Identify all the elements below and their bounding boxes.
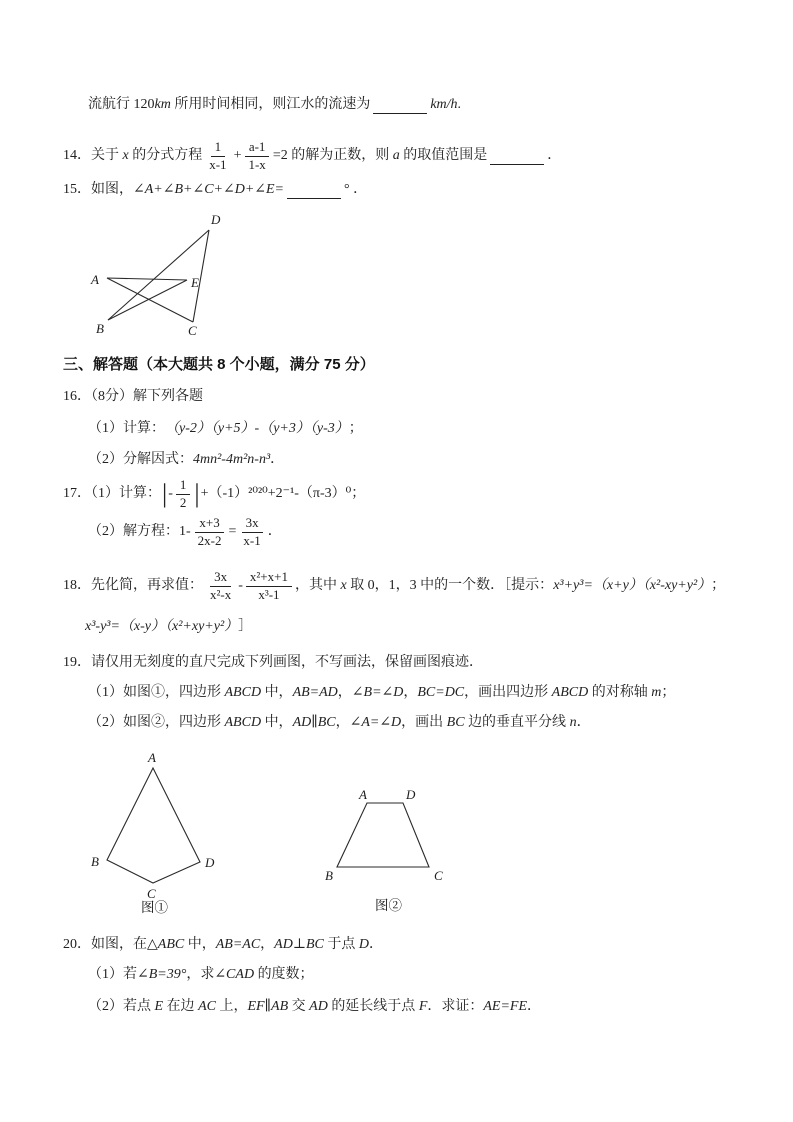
- math-variable: F: [418, 999, 428, 1014]
- vertex-label-d: D: [205, 855, 215, 870]
- vertex-label-a: A: [148, 750, 156, 765]
- fraction-numerator: a-1: [245, 139, 270, 156]
- math-variable: n: [569, 715, 577, 730]
- text-segment: .: [457, 97, 462, 112]
- text-segment: ．: [270, 452, 285, 467]
- text-segment: ］: [238, 619, 253, 634]
- vertex-label-d: D: [211, 212, 221, 227]
- text-segment: ，求: [186, 967, 215, 982]
- text-segment: （2）如图②，四边形: [88, 715, 225, 730]
- text-segment: =: [228, 523, 237, 539]
- math-expression: AD∥BC: [292, 715, 336, 730]
- fraction-denominator: 1-x: [248, 156, 266, 172]
- fraction: [246, 569, 292, 603]
- text-segment: ，: [335, 715, 350, 730]
- question-19-part-2: [88, 714, 591, 732]
- question-16-part-1: [88, 420, 363, 438]
- math-variable: x: [340, 577, 347, 593]
- fraction-numerator: x+3: [195, 515, 223, 532]
- question-18-line-2: [85, 618, 252, 636]
- question-18-line-1: [63, 561, 725, 611]
- text-segment: ；: [661, 685, 676, 700]
- text-segment: 17．（1）计算：: [63, 485, 161, 501]
- text-segment: 的度数；: [254, 967, 314, 982]
- section-title-text: 三、解答题（本大题共 8 个小题，满分 75 分）: [63, 356, 375, 373]
- text-segment: -: [238, 577, 243, 593]
- text-segment: =2 的解为正数，则: [272, 147, 393, 163]
- text-segment: 18．先化简，再求值：: [63, 577, 203, 593]
- vertex-label-c: C: [434, 868, 443, 883]
- text-segment: 所用时间相同，则江水的流速为: [170, 97, 371, 112]
- math-expression: x³+y³=（x+y）（x²-xy+y²）: [553, 577, 712, 593]
- fraction-numerator: 3x: [242, 515, 263, 532]
- math-expression: ABCD: [551, 685, 589, 700]
- fraction: [205, 139, 230, 173]
- fraction: [194, 515, 226, 549]
- math-expression: △ABC: [147, 937, 185, 952]
- math-expression: ∠B=∠D: [351, 685, 404, 700]
- text-segment: ；: [711, 577, 726, 593]
- math-variable: km: [154, 97, 171, 112]
- fraction: [239, 515, 264, 549]
- fraction: [244, 139, 269, 173]
- figure-1-caption: 图①: [141, 900, 168, 915]
- answer-blank: [287, 181, 341, 199]
- text-segment: ．: [369, 937, 384, 952]
- math-expression: BC: [446, 715, 465, 730]
- vertex-label-c: C: [147, 886, 156, 901]
- math-expression: ∠CAD: [214, 967, 255, 982]
- fraction-denominator: 2x-2: [197, 532, 222, 548]
- line-AC: [107, 278, 193, 322]
- math-expression: ∠A+∠B+∠C+∠D+∠E=: [133, 182, 284, 197]
- text-segment: 在边: [163, 999, 199, 1014]
- math-expression: AB=AC: [215, 937, 261, 952]
- line-AE: [107, 278, 187, 280]
- math-expression: AD⊥BC: [274, 937, 324, 952]
- text-segment: （1）计算：: [88, 421, 165, 436]
- math-variable: km/h: [430, 97, 458, 112]
- question-19-part-1: [88, 684, 675, 702]
- math-expression: x³-y³=（x-y）（x²+xy+y²）: [85, 619, 239, 634]
- text-segment: 交: [288, 999, 310, 1014]
- text-segment: 的对称轴: [588, 685, 652, 700]
- text-segment: 的延长线于点: [327, 999, 419, 1014]
- section-3-title: [63, 355, 375, 375]
- text-segment: +（-1）²⁰²⁰+2⁻¹-（π-3）⁰；: [200, 485, 366, 501]
- text-segment: （2）解方程：1-: [88, 523, 191, 539]
- text-segment: ，画出四边形: [464, 685, 552, 700]
- text-segment: 中，: [261, 715, 293, 730]
- vertex-label-a: A: [91, 272, 99, 287]
- math-expression: ABCD: [224, 685, 262, 700]
- figure-2-caption: 图②: [375, 898, 402, 913]
- text-segment: 于点: [323, 937, 359, 952]
- math-expression: （y-2）（y+5）-（y+3）（y-3）: [165, 421, 349, 436]
- text-segment: （2）分解因式：: [88, 452, 193, 467]
- fraction-denominator: x²-x: [210, 586, 232, 602]
- text-segment: ．: [267, 523, 282, 539]
- fraction-denominator: 2: [179, 494, 187, 510]
- fraction: [206, 569, 235, 603]
- figure-q19-2-trapezoid: [315, 778, 455, 918]
- text-segment: ．: [576, 715, 591, 730]
- text-segment: ；: [348, 421, 363, 436]
- text-segment: 中，: [184, 937, 216, 952]
- fraction-denominator: x-1: [243, 532, 261, 548]
- fraction: [176, 477, 191, 511]
- question-16-part-2: [88, 451, 284, 469]
- math-expression: 4mn²-4m²n-n³: [193, 452, 271, 467]
- text-segment: ° ．: [344, 182, 368, 197]
- vertex-label-b: B: [325, 868, 333, 883]
- text-segment: ．: [547, 147, 562, 163]
- vertex-label-a: A: [359, 787, 367, 802]
- text-segment: 19．请仅用无刻度的直尺完成下列画图，不写画法，保留画图痕迹．: [63, 655, 483, 670]
- text-segment: 16．（8分）解下列各题: [63, 389, 203, 404]
- text-segment: +: [233, 147, 242, 163]
- text-segment: 边的垂直平分线: [464, 715, 570, 730]
- math-variable: E: [154, 999, 164, 1014]
- text-segment: （2）若点: [88, 999, 155, 1014]
- text-segment: 的取值范围是: [399, 147, 488, 163]
- fraction-denominator: x-1: [209, 156, 227, 172]
- text-segment: ，: [260, 937, 275, 952]
- text-segment: ，: [337, 685, 352, 700]
- line-BE: [108, 280, 187, 320]
- text-segment: 流航行 120: [88, 97, 155, 112]
- figure-q15-star: [85, 205, 235, 343]
- question-15: [63, 181, 367, 199]
- text-segment: ．求证：: [427, 999, 484, 1014]
- text-segment: 20．如图，在: [63, 937, 147, 952]
- text-segment: 15．如图，: [63, 182, 133, 197]
- question-20: [63, 936, 383, 954]
- fraction-numerator: 1: [176, 477, 191, 494]
- text-segment: ．: [527, 999, 542, 1014]
- answer-blank: [373, 96, 427, 114]
- fraction-numerator: 3x: [210, 569, 231, 586]
- text-segment: ，: [403, 685, 418, 700]
- question-20-part-2: [88, 998, 541, 1016]
- text-segment: 中，: [261, 685, 293, 700]
- text-segment: 14．关于: [63, 147, 123, 163]
- vertex-label-c: C: [188, 323, 197, 338]
- text-segment: （1）若: [88, 967, 137, 982]
- question-13-tail: [88, 96, 461, 114]
- fraction-denominator: x³-1: [258, 586, 280, 602]
- math-variable: m: [651, 685, 662, 700]
- math-expression: AB=AD: [292, 685, 338, 700]
- text-segment: ，画出: [401, 715, 447, 730]
- vertex-label-e: E: [191, 275, 199, 290]
- math-variable: x: [122, 147, 129, 163]
- vertex-label-d: D: [406, 787, 416, 802]
- fraction-numerator: 1: [211, 139, 226, 156]
- text-segment: （1）如图①，四边形: [88, 685, 225, 700]
- vertex-label-b: B: [96, 321, 104, 336]
- math-expression: ∠B=39°: [137, 967, 187, 982]
- question-14: [63, 133, 561, 179]
- question-17-part-2: [88, 509, 282, 555]
- question-20-part-1: [88, 966, 314, 984]
- question-19: [63, 654, 483, 672]
- answer-blank: [490, 147, 544, 165]
- math-variable: a: [392, 147, 400, 163]
- question-16: [63, 388, 203, 406]
- text-segment: 上，: [215, 999, 248, 1014]
- kite-outline: [107, 768, 200, 883]
- math-expression: AC: [198, 999, 216, 1014]
- text-segment: ，其中: [294, 577, 341, 593]
- figure-q19-1-kite: [85, 748, 225, 920]
- question-17-part-1: 17．（1）计算： | - $\frac{1}{2}$ | +（-1）²⁰²⁰+2⁻¹-（π-3）⁰；: [63, 477, 366, 510]
- vertex-label-b: B: [91, 854, 99, 869]
- trapezoid-outline: [337, 803, 429, 867]
- math-expression: EF∥AB: [247, 999, 289, 1014]
- math-variable: D: [358, 937, 370, 952]
- math-expression: AD: [309, 999, 328, 1014]
- math-expression: ABCD: [224, 715, 262, 730]
- math-expression: BC=DC: [417, 685, 465, 700]
- text-segment: 的分式方程: [128, 147, 203, 163]
- fraction-numerator: x²+x+1: [246, 569, 292, 586]
- text-segment: -: [168, 485, 173, 501]
- text-segment: 取 0，1，3 中的一个数．［提示：: [346, 577, 554, 593]
- math-expression: AE=FE: [483, 999, 528, 1014]
- math-expression: ∠A=∠D: [349, 715, 402, 730]
